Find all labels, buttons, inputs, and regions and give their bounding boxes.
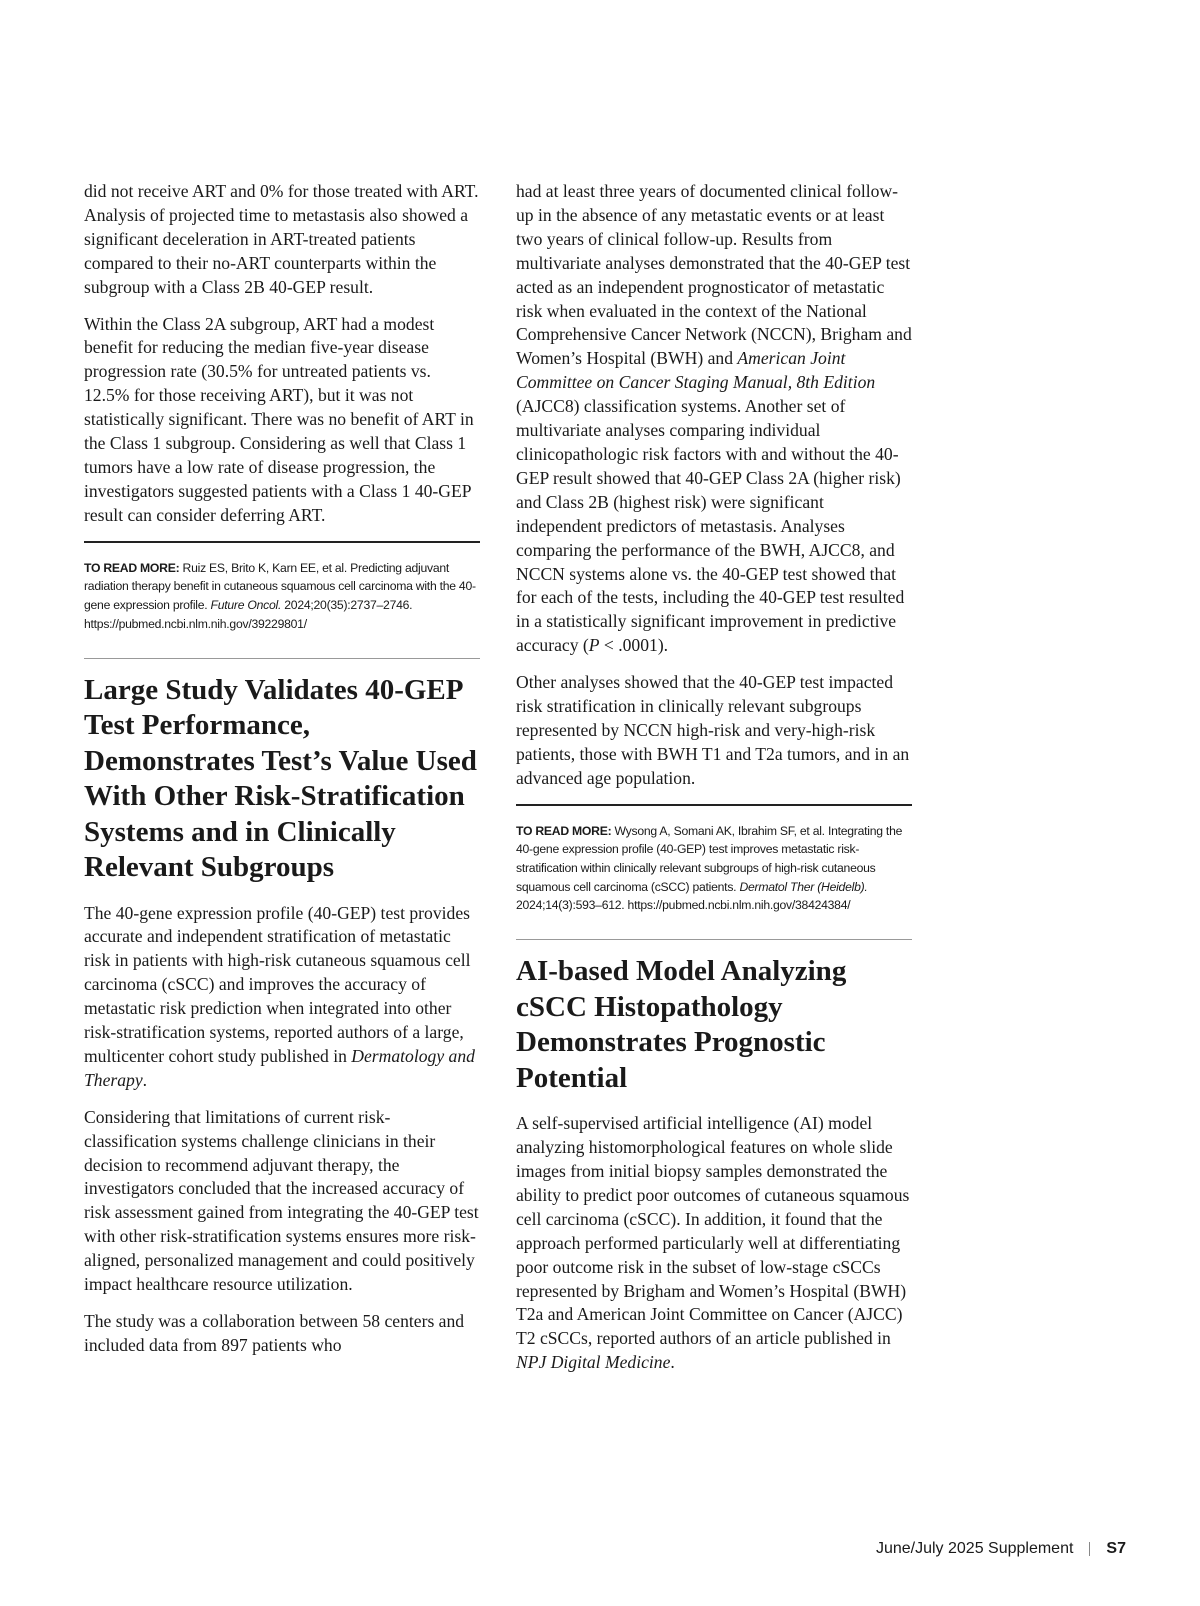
section-divider <box>516 939 912 940</box>
issue-label: June/July 2025 Supplement <box>875 1540 1074 1557</box>
paragraph-text: . <box>142 1069 148 1090</box>
manual-name: American Joint Committee on Cancer Staging Manual, 8th Edition <box>516 348 876 393</box>
article-paragraph: Other analyses showed that the 40-GEP test impacted risk stratification in clinically relevant subgroups represented by NCCN high-risk and very-high-risk patients, those with BWH T1 and T2a tumors, and in an advanced age population. <box>516 672 910 788</box>
read-more-label: TO READ MORE: <box>516 823 612 838</box>
reference-citation: 2024;20(35):2737–2746. https://pubmed.ncbi.nlm.nih.gov/39229801/ <box>84 598 413 631</box>
reference-journal: Dermatol Ther (Heidelb). <box>739 879 868 894</box>
article-paragraph: did not receive ART and 0% for those treated with ART. Analysis of projected time to metastasis also showed a significant deceleration in ART-treated patients compared to their no-ART counterparts within the subgroup with a Class 2B 40-GEP result. <box>84 181 479 297</box>
paragraph-text: (AJCC8) classification systems. Another set of multivariate analyses comparing individual clinicopathologic risk factors with and without the 40-GEP result showed that 40-GEP Class 2A (higher risk) and Class 2B (highest risk) were significant independent predictors of metastasis. Analyses comparing the performance of the BWH, AJCC8, and NCCN systems alone vs. the 40-GEP test showed that for each of the tests, including the 40-GEP test resulted in a statistically significant improvement in predictive accuracy ( <box>516 396 905 656</box>
section-divider <box>84 658 480 659</box>
left-column <box>84 180 480 1371</box>
journal-name: NPJ Digital Medicine <box>516 1352 671 1373</box>
read-more-label: TO READ MORE: <box>84 560 180 575</box>
reference-text: Wysong A, Somani AK, Ibrahim SF, et al. Integrating the 40-gene expression profile (40-GEP) test improves metastatic risk-stratification within clinically relevant subgroups of high-risk cutaneous squamous cell carcinoma (cSCC) patients. <box>516 823 903 894</box>
page-number: S7 <box>1106 1540 1126 1557</box>
article-paragraph: Within the Class 2A subgroup, ART had a modest benefit for reducing the median five-year disease progression rate (30.5% for untreated patients vs. 12.5% for those receiving ART), but it was not statistically significant. There was no benefit of ART in the Class 1 subgroup. Considering as well that Class 1 tumors have a low rate of disease progression, the investigators suggested patients with a Class 1 40-GEP result can consider deferring ART. <box>84 313 474 525</box>
footer-divider <box>1089 1542 1090 1556</box>
reference-text: Ruiz ES, Brito K, Karn EE, et al. Predicting adjuvant radiation therapy benefit in cutaneous squamous cell carcinoma with the 40-gene expression profile. <box>84 560 476 613</box>
reference-journal: Future Oncol. <box>210 598 282 613</box>
reference-citation: 2024;14(3):593–612. https://pubmed.ncbi.nlm.nih.gov/38424384/ <box>516 898 851 913</box>
section-divider <box>84 541 480 543</box>
read-more-reference <box>84 559 480 634</box>
paragraph-text: had at least three years of documented clinical follow-up in the absence of any metastatic events or at least two years of clinical follow-up. Results from multivariate analyses demonstrated that the 40-GEP test acted as an independent prognosticator of metastatic risk when evaluated in the context of the National Comprehensive Cancer Network (NCCN), Brigham and Women’s Hospital (BWH) and <box>516 181 912 369</box>
article-headline: AI-based Model Analyzing cSCC Histopathology Demonstrates Prognostic Potential <box>516 955 847 1094</box>
article-paragraph <box>84 902 480 1093</box>
page-footer <box>876 1540 1126 1558</box>
read-more-reference <box>516 822 912 916</box>
article-paragraph: The study was a collaboration between 58 centers and included data from 897 patients who <box>84 1311 465 1355</box>
journal-name: Dermatology and Therapy <box>84 1045 475 1090</box>
p-value-symbol: P <box>588 635 600 656</box>
section-divider <box>516 804 912 806</box>
right-column <box>516 180 912 1388</box>
article-headline: Large Study Validates 40-GEP Test Performance, Demonstrates Test’s Value Used With Other Risk-Stratification Systems and in Clinically Relevant Subgroups <box>84 673 477 883</box>
paragraph-text: . <box>670 1352 675 1373</box>
paragraph-text: The 40-gene expression profile (40-GEP) test provides accurate and independent stratification of metastatic risk in patients with high-risk cutaneous squamous cell carcinoma (cSCC) and improves the accuracy of metastatic risk prediction when integrated into other risk-stratification systems, reported authors of a large, multicenter cohort study published in <box>84 902 471 1066</box>
paragraph-text: < .0001). <box>599 635 669 656</box>
article-paragraph <box>516 1112 912 1375</box>
article-paragraph <box>516 180 912 658</box>
article-paragraph: Considering that limitations of current risk-classification systems challenge clinicians in their decision to recommend adjuvant therapy, the investigators concluded that the increased accuracy of risk assessment gained from integrating the 40-GEP test with other risk-stratification systems ensures more risk-aligned, personalized management and could positively impact healthcare resource utilization. <box>84 1106 479 1295</box>
paragraph-text: A self-supervised artificial intelligence (AI) model analyzing histomorphological features on whole slide images from initial biopsy samples demonstrated the ability to predict poor outcomes of cutaneous squamous cell carcinoma (cSCC). In addition, it found that the approach performed particularly well at differentiating poor outcome risk in the subset of low-stage cSCCs represented by Brigham and Women’s Hospital (BWH) T2a and American Joint Committee on Cancer (AJCC) T2 cSCCs, reported authors of an article published in <box>516 1113 910 1349</box>
